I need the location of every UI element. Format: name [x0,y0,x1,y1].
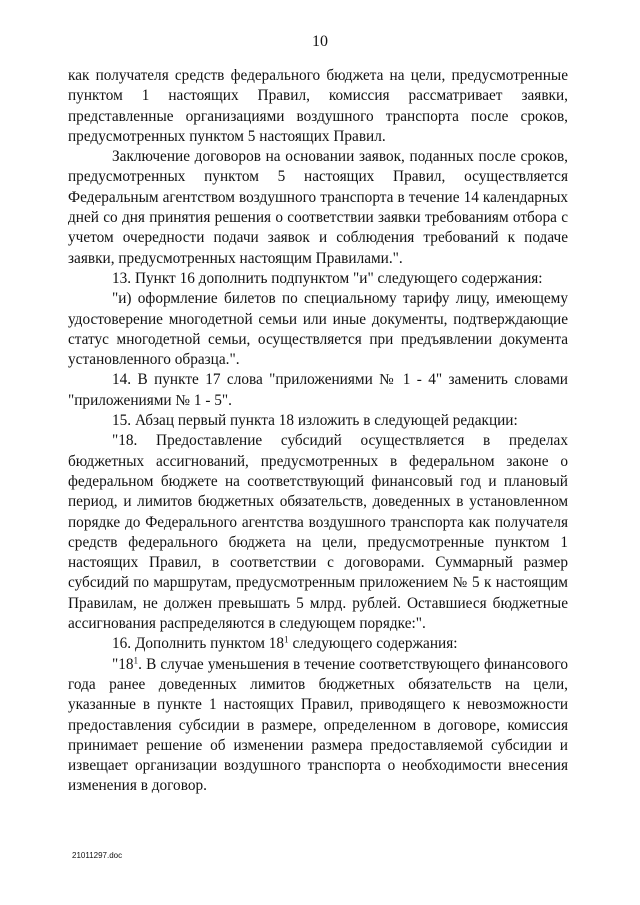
point-18-1-superscript: 1 [133,655,139,666]
paragraph-continuation: как получателя средств федерального бюджета на цели, предусмотренные пунктом 1 настоящих Правил, комиссия рассматривает заявки, представленные организациями воздушного транспорта после сроков, предусмотренных пунктом 5 настоящих Правил. [68,67,568,145]
paragraph-item-16 [68,634,568,654]
paragraph-item-14: 14. В пункте 17 слова "приложениями № 1 - 4" заменить словами "приложениями № 1 - 5". [68,371,568,409]
point-18-1-number: "18 [112,655,134,673]
paragraph-subitem-i: "и) оформление билетов по специальному тарифу лицу, имеющему удостоверение многодетной семьи или иные документы, подтверждающие статус многодетной семьи, осуществляется при предъявлении документа установленного образца.". [68,290,568,369]
item-16-text-end: следующего содержания: [288,635,458,653]
paragraph-item-13: 13. Пункт 16 дополнить подпунктом "и" следующего содержания: [112,269,543,287]
document-body [68,66,568,797]
item-16-superscript: 1 [284,634,289,645]
footer-filename: 21011297.doc [72,851,123,860]
paragraph-contract-conclusion: Заключение договоров на основании заявок, поданных после сроков, предусмотренных пунктом 5 настоящих Правил, осуществляется Федеральным агентством воздушного транспорта в течение 14 календарных дней со дня принятия решения о соответствии заявки требованиям отбора с учетом очередности подачи заявок и соблюдения требований к подаче заявки, предусмотренных настоящим Правилами.". [68,148,568,267]
item-16-text-start: 16. Дополнить пунктом 18 [112,635,285,653]
paragraph-point-18-1 [68,655,568,797]
point-18-1-text: . В случае уменьшения в течение соответствующего финансового года ранее доведенных лимитов бюджетных обязательств на цели, указанные в пункте 1 настоящих Правил, приводящего к невозможности предоставления субсидии в размере, определенном в договоре, комиссия принимает решение об изменении размера предоставляемой субсидии и извещает организации воздушного транспорта о необходимости внесения изменения в договор. [68,655,568,795]
page-number: 10 [312,33,328,50]
paragraph-point-18: "18. Предоставление субсидий осуществляется в пределах бюджетных ассигнований, предусмотренных в федеральном законе о федеральном бюджете на соответствующий финансовый год и плановый период, и лимитов бюджетных обязательств, доведенных в установленном порядке до Федерального агентства воздушного транспорта как получателя средств федерального бюджета на цели, предусмотренные пунктом 1 настоящих Правил, в соответствии с договорами. Суммарный размер субсидий по маршрутам, предусмотренным приложением № 5 к настоящим Правилам, не должен превышать 5 млрд. рублей. Оставшиеся бюджетные ассигнования распределяются в следующем порядке:". [68,432,568,633]
paragraph-item-15: 15. Абзац первый пункта 18 изложить в следующей редакции: [112,412,518,430]
